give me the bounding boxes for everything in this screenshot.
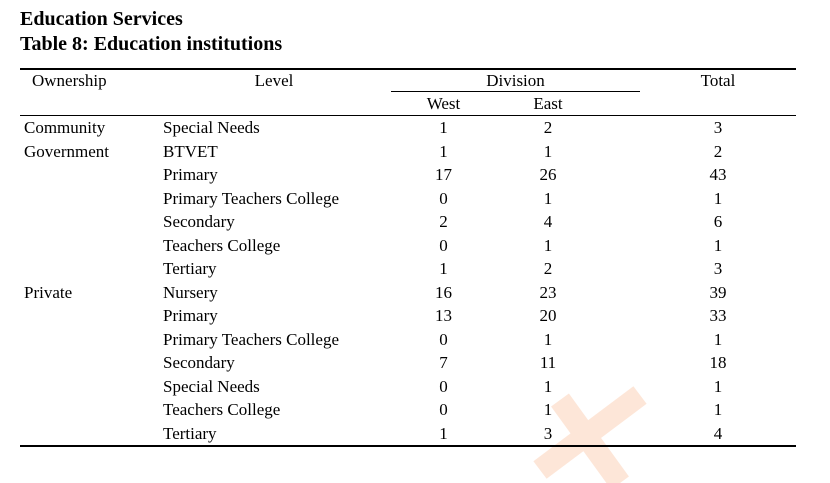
cell-ownership bbox=[20, 210, 157, 234]
table-row bbox=[20, 304, 796, 328]
cell-west: 0 bbox=[439, 376, 448, 396]
cell-west: 2 bbox=[439, 212, 448, 231]
table-title: Table 8: Education institutions bbox=[20, 33, 283, 55]
subheader-gap bbox=[600, 92, 640, 116]
cell-ownership bbox=[20, 375, 157, 399]
column-header-ownership: Ownership bbox=[20, 69, 157, 92]
cell-level: Teachers College bbox=[163, 235, 281, 255]
cell-ownership bbox=[20, 304, 157, 328]
cell-gap bbox=[600, 234, 640, 258]
cell-east: 26 bbox=[539, 165, 557, 184]
cell-ownership bbox=[20, 351, 157, 375]
table-row bbox=[20, 140, 796, 164]
subheader-blank-total bbox=[640, 92, 796, 116]
cell-east: 1 bbox=[543, 376, 553, 396]
cell-gap bbox=[600, 116, 640, 140]
table-row bbox=[20, 398, 796, 422]
cell-ownership: Private bbox=[24, 282, 73, 302]
cell-west: 17 bbox=[435, 165, 452, 184]
cell-east: 1 bbox=[543, 400, 553, 419]
cell-total: 3 bbox=[713, 259, 723, 278]
cell-east: 1 bbox=[543, 188, 553, 208]
cell-west: 0 bbox=[439, 235, 448, 255]
cell-ownership bbox=[20, 328, 157, 352]
table-row bbox=[20, 351, 796, 375]
cell-total: 43 bbox=[709, 165, 727, 184]
cell-gap bbox=[600, 281, 640, 305]
cell-gap bbox=[600, 187, 640, 211]
cell-ownership: Community bbox=[24, 118, 106, 137]
cell-west: 1 bbox=[391, 422, 496, 447]
cell-east: 2 bbox=[543, 118, 553, 137]
cell-level: Tertiary bbox=[163, 259, 217, 278]
cell-east: 2 bbox=[543, 259, 553, 278]
cell-west: 16 bbox=[435, 282, 452, 302]
cell-total: 39 bbox=[709, 282, 727, 302]
cell-ownership bbox=[20, 398, 157, 422]
subheader-blank-ownership bbox=[20, 92, 157, 116]
table-row bbox=[20, 257, 796, 281]
table-row bbox=[20, 328, 796, 352]
cell-total: 33 bbox=[709, 306, 727, 325]
table-row bbox=[20, 210, 796, 234]
cell-level: Primary Teachers College bbox=[163, 329, 339, 349]
cell-level: Nursery bbox=[163, 282, 218, 302]
cell-ownership bbox=[20, 257, 157, 281]
cell-west: 0 bbox=[439, 188, 448, 208]
cell-west: 1 bbox=[439, 118, 448, 137]
table-row bbox=[20, 234, 796, 258]
subheader-row bbox=[20, 92, 796, 116]
cell-total: 4 bbox=[640, 422, 796, 447]
cell-gap bbox=[600, 163, 640, 187]
cell-east: 1 bbox=[543, 235, 553, 255]
cell-gap bbox=[600, 257, 640, 281]
cell-level: Primary Teachers College bbox=[163, 188, 339, 208]
cell-west: 13 bbox=[435, 306, 452, 325]
cell-ownership bbox=[20, 422, 157, 447]
cell-west: 1 bbox=[439, 259, 448, 278]
cell-west: 7 bbox=[439, 353, 448, 372]
table-row bbox=[20, 187, 796, 211]
cell-east: 23 bbox=[539, 282, 557, 302]
cell-east: 11 bbox=[539, 353, 557, 372]
column-header-east: East bbox=[496, 92, 600, 116]
column-header-west: West bbox=[391, 92, 496, 116]
cell-west: 1 bbox=[439, 141, 448, 161]
column-header-level: Level bbox=[157, 69, 391, 92]
cell-ownership: Government bbox=[24, 141, 109, 161]
cell-gap bbox=[600, 398, 640, 422]
subheader-blank-level bbox=[157, 92, 391, 116]
table-row bbox=[20, 422, 796, 447]
cell-level: Teachers College bbox=[163, 400, 281, 419]
header-row bbox=[20, 69, 796, 92]
cell-gap bbox=[600, 422, 640, 447]
cell-ownership bbox=[20, 234, 157, 258]
cell-total: 6 bbox=[713, 212, 723, 231]
cell-level: Primary bbox=[163, 306, 218, 325]
cell-west: 0 bbox=[439, 329, 448, 349]
cell-level: Primary bbox=[163, 165, 218, 184]
table-row bbox=[20, 375, 796, 399]
cell-level: Special Needs bbox=[163, 118, 260, 137]
cell-gap bbox=[600, 351, 640, 375]
cell-ownership bbox=[20, 187, 157, 211]
column-header-division: Division bbox=[391, 69, 640, 92]
cell-east: 1 bbox=[543, 141, 553, 161]
cell-level: Secondary bbox=[163, 212, 235, 231]
cell-total: 1 bbox=[713, 188, 723, 208]
cell-total: 3 bbox=[713, 118, 723, 137]
cell-east: 4 bbox=[543, 212, 553, 231]
column-header-total: Total bbox=[640, 69, 796, 92]
cell-total: 1 bbox=[713, 235, 723, 255]
cell-gap bbox=[600, 304, 640, 328]
cell-east: 1 bbox=[543, 329, 553, 349]
section-heading: Education Services bbox=[20, 8, 183, 30]
table-body bbox=[20, 116, 796, 447]
education-institutions-table bbox=[20, 68, 796, 447]
cell-gap bbox=[600, 328, 640, 352]
cell-gap bbox=[600, 140, 640, 164]
cell-total: 2 bbox=[713, 141, 723, 161]
cell-level: Secondary bbox=[163, 353, 235, 372]
cell-gap bbox=[600, 375, 640, 399]
table-row bbox=[20, 281, 796, 305]
cell-total: 1 bbox=[713, 376, 723, 396]
cell-level: BTVET bbox=[163, 141, 218, 161]
cell-west: 0 bbox=[439, 400, 448, 419]
table-row bbox=[20, 163, 796, 187]
cell-ownership bbox=[20, 163, 157, 187]
cell-east: 3 bbox=[496, 422, 600, 447]
cell-total: 1 bbox=[713, 329, 723, 349]
cell-total: 18 bbox=[709, 353, 727, 372]
cell-level: Tertiary bbox=[157, 422, 391, 447]
cell-east: 20 bbox=[539, 306, 557, 325]
cell-gap bbox=[600, 210, 640, 234]
table-row bbox=[20, 116, 796, 140]
cell-level: Special Needs bbox=[163, 376, 260, 396]
cell-total: 1 bbox=[713, 400, 723, 419]
